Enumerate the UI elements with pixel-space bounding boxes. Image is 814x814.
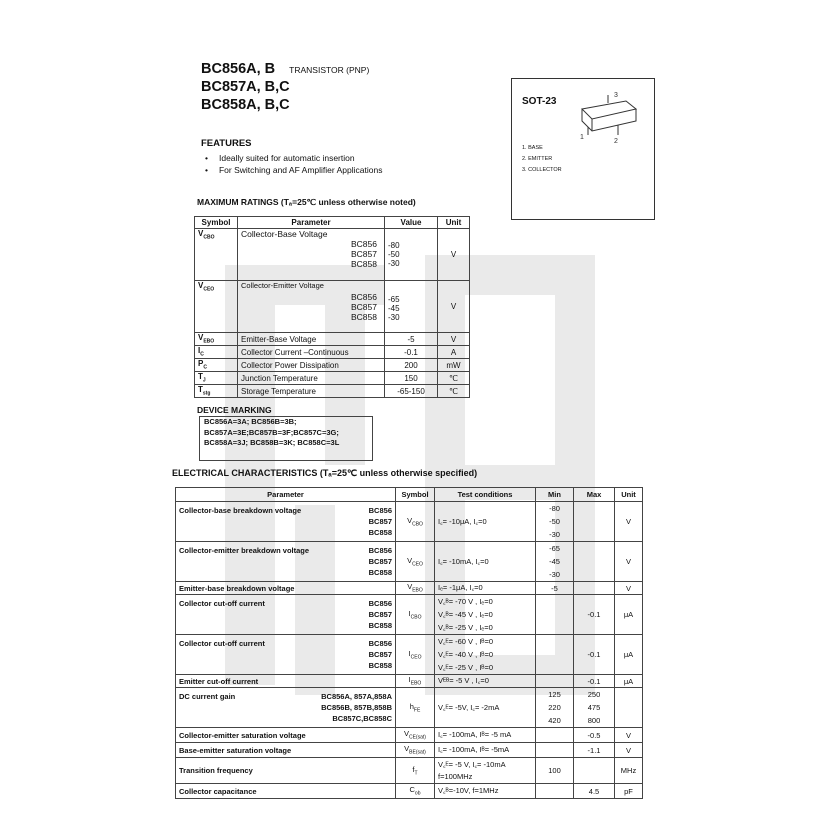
feature-item: • For Switching and AF Amplifier Applications: [205, 165, 383, 175]
col-header: Max: [574, 488, 615, 502]
col-header: Symbol: [195, 217, 238, 229]
sot23-package-drawing: [574, 87, 646, 147]
param: Collector-Base Voltage: [241, 229, 328, 239]
model-type: TRANSISTOR (PNP): [289, 65, 370, 75]
marking-line: BC858A=3J; BC858B=3K; BC858C=3L: [204, 438, 340, 447]
package-name: SOT-23: [522, 96, 557, 107]
col-header: Parameter: [176, 488, 396, 502]
electrical-table: Parameter Symbol Test conditions Min Max Unit Collector-base breakdown voltage BC856 BC857 BC858 $V_{CBO}$ I꜀= -10μA, I꜀=0 -80 -50 -30 V Collector-emitter breakdown voltage BC856 BC857 BC858 $V_{CEO}$ I꜀= -10mA, I꜀=0 -65 -45 -30 V Emitter-base breakdown voltage $V_{EBO}$ Iₑ= -1μA, I꜀=0 -5 V Collector cut-off current BC856 BC857 BC858 $I_{CBO}$ V꜀ᴮ= -70 V , Iₑ=0 V꜀ᴮ= -45 V , Iₑ=0 V꜀ᴮ= -25 V , Iₑ=0 -0.1 μA Collector cut-off current BC856 BC857 BC858 $I_{CEO}$ V꜀ᴱ= -60 V , Iᴮ=0 V꜀ᴱ= -40 V , Iᴮ=0 V꜀ᴱ= -25 V , Iᴮ=0 -0.1 μA Emitter cut-off current $I_{EBO}$ Vᴱᴮ= -5 V , I꜀=0 -0.1 μA DC current gain BC856A, 857A,858A BC856B, 857B,858B BC857C,BC858C $h_{FE}$ V꜀ᴱ= -5V, I꜀= -2mA 125 220 420 250 475 800 Collector-emitter saturation voltage $V_{CE(sat)}$ I꜀= -100mA, Iᴮ= -5 mA -0.5 V Base-emitter saturation voltage $V_{BE(sat)}$ I꜀= -100mA, Iᴮ= -5mA -1.1 V Transition frequency $f_T$ V꜀ᴱ= -5 V, I꜀= -10mA f=100MHz 100 MHz Collector capacitance $C_{ob}$ V꜀ᴮ=-10V, f=1MHz 4.5 pF: [175, 487, 643, 799]
pin-3-desc: 3. COLLECTOR: [522, 167, 562, 173]
model-title-1: BC856A, B: [201, 61, 276, 77]
col-header: Min: [536, 488, 574, 502]
electrical-title: ELECTRICAL CHARACTERISTICS (Tₐ=25℃ unless otherwise specified): [172, 468, 478, 478]
col-header: Unit: [438, 217, 470, 229]
symbol: $V_{CBO}$: [195, 229, 238, 281]
feature-item: • Ideally suited for automatic insertion: [205, 153, 355, 163]
package-box: [511, 78, 655, 220]
col-header: Value: [385, 217, 438, 229]
symbol: $V_{CEO}$: [195, 281, 238, 333]
pin-1-desc: 1. BASE: [522, 145, 543, 151]
marking-line: BC857A=3E;BC857B=3F;BC857C=3G;: [204, 427, 339, 437]
col-header: Parameter: [238, 217, 385, 229]
device-marking-box: [199, 416, 373, 461]
max-ratings-table: Symbol Parameter Value Unit $V_{CBO}$ Collector-Base Voltage BC856 BC857 BC858 -80 -50 -30 V $V_{CEO}$ Collector-Emitter Voltage BC856 BC857 BC858 -65 -45 -30 V $V_{EBO}$ Emitter-Base Voltage -5 V $I_C$ Collector Current –Continuous -0.1 A $P_C$ Collector Power Dissipation 200 mW $T_J$ Junction Temperature 150 ℃ $T_{stg}$ Storage Temperature -65-150 ℃: [194, 216, 470, 398]
max-ratings-title: MAXIMUM RATINGS (Tₐ=25℃ unless otherwise noted): [197, 197, 416, 207]
model-title-2: BC857A, B,C: [201, 79, 290, 95]
param: Collector-Emitter Voltage: [241, 281, 324, 290]
col-header: Test conditions: [435, 488, 536, 502]
pin-2-desc: 2. EMITTER: [522, 156, 553, 162]
pin-label-3: 3: [614, 92, 618, 99]
marking-line: BC856A=3A; BC856B=3B;: [204, 417, 297, 426]
device-marking-title: DEVICE MARKING: [197, 405, 272, 415]
col-header: Unit: [615, 488, 643, 502]
pin-label-2: 2: [614, 138, 618, 145]
pin-label-1: 1: [580, 134, 584, 141]
col-header: Symbol: [396, 488, 435, 502]
model-title-3: BC858A, B,C: [201, 97, 290, 113]
features-title: FEATURES: [201, 138, 252, 149]
